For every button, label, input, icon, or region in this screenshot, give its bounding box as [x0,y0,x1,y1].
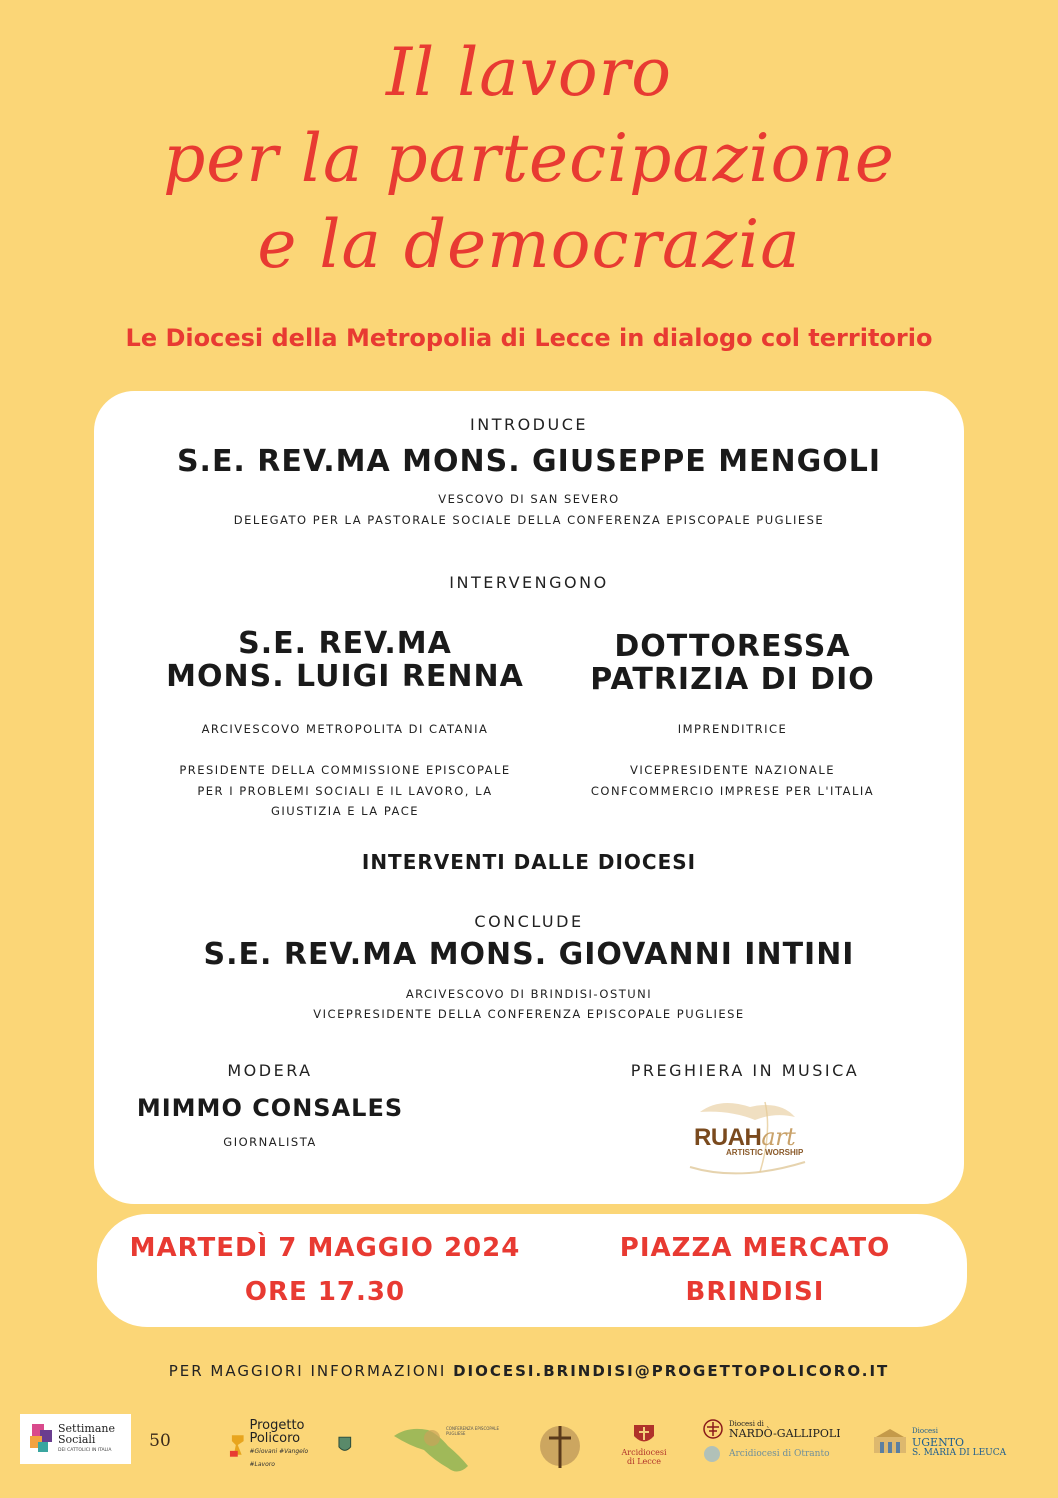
settimane-line-3: DEI CATTOLICI IN ITALIA [58,1447,112,1453]
policoro-tag: #Giovani #Vangelo #Lavoro [249,1448,309,1468]
lecce-crest-icon [631,1422,657,1448]
lecce-line-2: di Lecce [627,1457,661,1466]
speaker-left-name-1: S.E. REV.MA [238,626,452,661]
introduce-role-1: VESCOVO DI SAN SEVERO [438,492,620,506]
ugento-leuca-logo [872,1420,1044,1464]
event-time: ORE 17.30 [244,1277,406,1307]
nardo-name: NARDÒ-GALLIPOLI [729,1427,841,1440]
settimane-sociali-logo [20,1414,131,1464]
title-line-2: per la partecipazione [163,120,895,197]
conclude-label: CONCLUDE [474,912,584,931]
conclude-role-2: VICEPRESIDENTE DELLA CONFERENZA EPISCOPALE PUGLIESE [313,1007,745,1021]
diocese-emblem-icon [535,1418,585,1474]
info-line [0,1362,1058,1380]
arcidiocesi-lecce-logo [606,1416,682,1472]
introduce-label: INTRODUCE [470,415,588,434]
event-title [0,30,1058,288]
policoro-text [249,1419,333,1471]
nardo-cross-icon [703,1419,723,1439]
event-subtitle: Le Diocesi della Metropolia di Lecce in dialogo col territorio [125,324,933,352]
event-place-2: BRINDISI [685,1277,825,1307]
otranto-text: Arcidiocesi di Otranto [729,1449,830,1459]
ugento-pre: Diocesi [912,1426,938,1435]
nardo-text [729,1419,841,1439]
speaker-left-role-1: ARCIVESCOVO METROPOLITA DI CATANIA [201,722,489,736]
policoro-crest-icon [337,1435,353,1455]
interventi-heading: INTERVENTI DALLE DIOCESI [361,850,697,874]
speaker-right-name-1: DOTTORESSA [614,629,851,664]
speaker-left-name-2: MONS. LUIGI RENNA [166,659,524,694]
conclude-role-1: ARCIVESCOVO DI BRINDISI-OSTUNI [405,987,653,1001]
intervengono-label: INTERVENGONO [449,573,609,592]
policoro-line-2: Policoro [249,1431,301,1446]
preghiera-label: PREGHIERA IN MUSICA [630,1061,860,1080]
lecce-line-1: Arcidiocesi [621,1448,667,1457]
otranto-logo [703,1445,830,1463]
settimane-sociali-icon [28,1422,54,1456]
progetto-policoro-logo [228,1420,353,1470]
info-prefix: PER MAGGIORI INFORMAZIONI [168,1362,447,1380]
ruah-art-logo [660,1092,830,1192]
event-date: MARTEDÌ 7 MAGGIO 2024 [129,1233,521,1263]
otranto-icon [703,1445,721,1463]
introduce-role-2: DELEGATO PER LA PASTORALE SOCIALE DELLA CONFERENZA EPISCOPALE PUGLIESE [233,513,825,527]
speaker-right-role-1: IMPRENDITRICE [677,722,788,736]
introduce-name: S.E. REV.MA MONS. GIUSEPPE MENGOLI [176,444,882,479]
lecce-text [621,1448,666,1466]
event-place-1: PIAZZA MERCATO [619,1233,891,1263]
speaker-right-name-2: PATRIZIA DI DIO [590,662,875,697]
ugento-line-2: S. MARIA DI LEUCA [912,1447,1007,1458]
speaker-left-role-3: PER I PROBLEMI SOCIALI E IL LAVORO, LA [197,784,493,798]
cep-text: CONFERENZA EPISCOPALE PUGLIESE [446,1426,500,1436]
info-email[interactable]: DIOCESI.BRINDISI@PROGETTOPOLICORO.IT [453,1362,890,1380]
title-line-1: Il lavoro [386,34,672,111]
speaker-left-role-4: GIUSTIZIA E LA PACE [270,804,419,818]
speaker-right-role-3: CONFCOMMERCIO IMPRESE PER L'ITALIA [590,784,875,798]
settimane-sociali-text [58,1423,115,1456]
ruah-logo-accent: art [761,1123,796,1151]
settimane-line-2: Sociali [58,1432,96,1446]
diocese-emblem-logo [535,1418,585,1474]
conclude-name: S.E. REV.MA MONS. GIOVANNI INTINI [203,937,855,972]
ruah-logo-sub: ARTISTIC WORSHIP [726,1148,804,1157]
policoro-icon [228,1431,249,1459]
moderator-role: GIORNALISTA [223,1135,317,1149]
fifty-logo: 50 [149,1431,171,1451]
speaker-left-role-2: PRESIDENTE DELLA COMMISSIONE EPISCOPALE [179,763,511,777]
settimane-line-1: Settimane [58,1421,115,1435]
nardo-logo [703,1419,841,1439]
policoro-line-1: Progetto [249,1418,305,1433]
ugento-line-1: UGENTO [912,1435,965,1449]
nardo-pre: Diocesi di [729,1420,764,1428]
ruah-logo-main: RUAH [694,1124,762,1151]
moderator-name: MIMMO CONSALES [136,1094,404,1122]
title-line-3: e la democrazia [257,206,801,283]
nardo-otranto-logos [703,1410,858,1472]
cep-logo [388,1416,508,1480]
ugento-building-icon [872,1427,908,1457]
ugento-text [912,1426,1006,1459]
speaker-right-role-2: VICEPRESIDENTE NAZIONALE [629,763,836,777]
modera-label: MODERA [227,1061,313,1080]
